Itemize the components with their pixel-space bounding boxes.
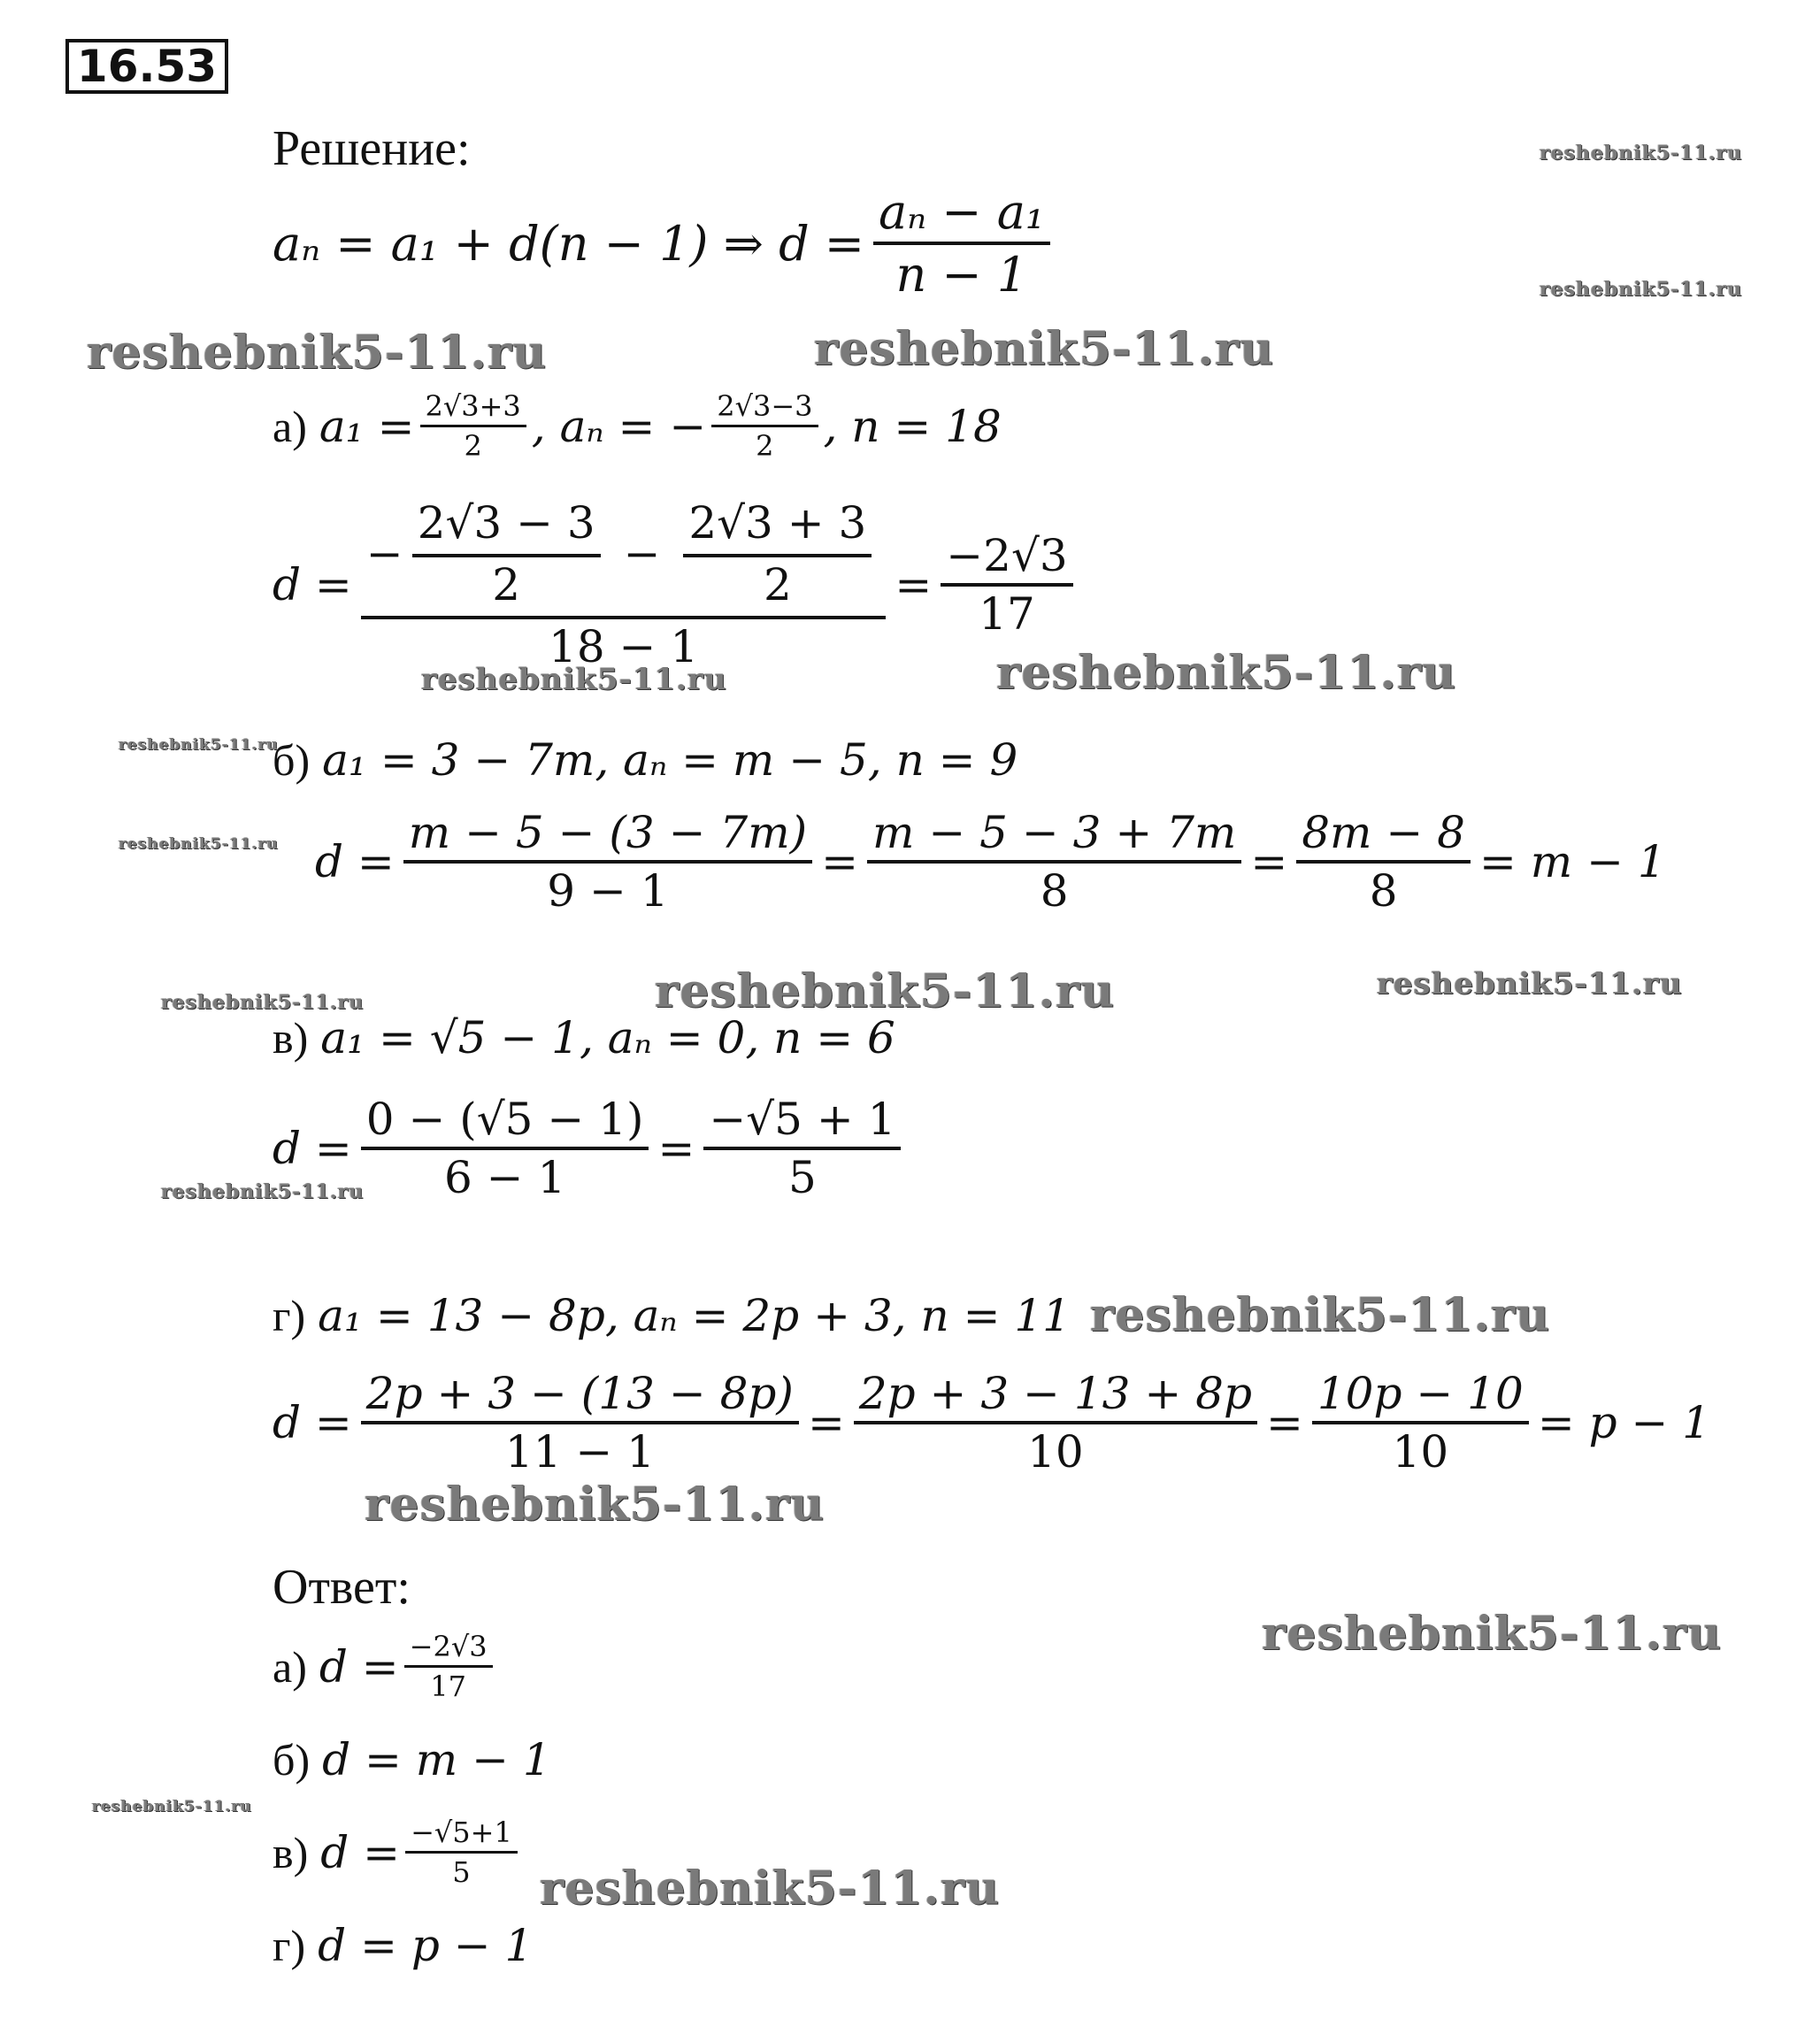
answer-c-den: 5 — [452, 1855, 471, 1889]
watermark: reshebnik5-11.ru — [365, 1478, 826, 1532]
part-b-result: = m − 1 — [1478, 836, 1666, 887]
part-a-cond-3: , n = 18 — [823, 400, 1002, 452]
part-a-big-denominator: 18 − 1 — [549, 621, 699, 672]
part-c-f1-num: 0 − (√5 − 1) — [361, 1094, 649, 1150]
formula-numerator: aₙ − a₁ — [873, 184, 1050, 245]
part-b-f1-den: 9 − 1 — [547, 865, 669, 917]
problem-number: 16.53 — [65, 39, 228, 94]
part-a-an-den: 2 — [756, 429, 774, 463]
part-a-t2-num: 2√3 + 3 — [683, 497, 872, 557]
part-b-f3-num: 8m − 8 — [1296, 807, 1471, 864]
answer-b — [273, 1734, 551, 1785]
part-a-big-fraction — [361, 497, 887, 672]
part-b-f2-num: m − 5 − 3 + 7m — [867, 807, 1241, 864]
part-a-a1-den: 2 — [464, 429, 482, 463]
part-a-t2-fraction — [683, 497, 872, 610]
part-a-result-fraction — [941, 530, 1072, 640]
part-b-f1-num: m − 5 − (3 − 7m) — [403, 807, 812, 864]
part-a-cond-2: , aₙ = − — [531, 400, 707, 452]
answer-c — [273, 1816, 523, 1889]
part-b-fraction-3 — [1296, 807, 1471, 917]
part-a-t1-fraction — [412, 497, 601, 610]
answer-c-lhs: d = — [320, 1826, 401, 1878]
answer-a-den: 17 — [430, 1670, 466, 1703]
answer-a — [273, 1630, 498, 1703]
part-d-f2-den: 10 — [1027, 1426, 1084, 1478]
part-b-fraction-1 — [403, 807, 812, 917]
part-b-computation — [315, 807, 1666, 917]
watermark: reshebnik5-11.ru — [119, 835, 279, 853]
formula-denominator: n − 1 — [895, 247, 1028, 303]
part-d-computation — [273, 1368, 1710, 1478]
part-b-cond: a₁ = 3 − 7m, aₙ = m − 5, n = 9 — [322, 734, 1018, 786]
watermark: reshebnik5-11.ru — [1377, 966, 1683, 1002]
part-c-label: в) — [273, 1013, 309, 1063]
part-c-d-lhs: d = — [273, 1123, 352, 1174]
watermark: reshebnik5-11.ru — [1540, 278, 1743, 301]
watermark: reshebnik5-11.ru — [161, 991, 365, 1014]
part-d-f1-num: 2p + 3 − (13 − 8p) — [361, 1368, 799, 1424]
part-a-a1-num: 2√3+3 — [420, 389, 526, 427]
answer-a-lhs: d = — [319, 1640, 399, 1693]
part-a-an-num: 2√3−3 — [711, 389, 818, 427]
part-d-f3-num: 10p − 10 — [1312, 1368, 1529, 1424]
watermark: reshebnik5-11.ru — [814, 322, 1275, 376]
part-b-label: б) — [273, 735, 311, 785]
part-a-t1-num: 2√3 − 3 — [412, 497, 601, 557]
part-c-equals: = — [657, 1123, 695, 1174]
part-b-fraction-2 — [867, 807, 1241, 917]
part-b-equals-2: = — [1250, 836, 1288, 887]
part-b-d-lhs: d = — [315, 836, 395, 887]
watermark: reshebnik5-11.ru — [1540, 142, 1743, 165]
part-d-fraction-2 — [854, 1368, 1257, 1478]
watermark: reshebnik5-11.ru — [1090, 1288, 1551, 1342]
answer-heading: Ответ: — [273, 1560, 411, 1615]
answer-c-label: в) — [273, 1827, 309, 1877]
part-d-d-lhs: d = — [273, 1397, 352, 1448]
part-a-an-fraction — [711, 389, 818, 463]
part-c-condition — [273, 1012, 895, 1063]
part-d-label: г) — [273, 1291, 306, 1340]
part-a-d-lhs: d = — [273, 559, 352, 610]
part-b-f3-den: 8 — [1369, 865, 1398, 917]
part-a-a1-fraction — [420, 389, 526, 463]
part-a-equals: = — [895, 559, 933, 610]
part-d-fraction-1 — [361, 1368, 799, 1478]
solution-heading: Решение: — [273, 121, 471, 176]
part-c-f2-den: 5 — [788, 1152, 817, 1203]
part-c-cond: a₁ = √5 − 1, aₙ = 0, n = 6 — [320, 1012, 895, 1063]
part-a-t1-den: 2 — [492, 559, 521, 610]
part-a-t1-sign: − — [365, 528, 403, 580]
part-a-t2-sign: − — [609, 528, 675, 580]
part-a-cond-1: a₁ = — [319, 400, 415, 452]
watermark: reshebnik5-11.ru — [1262, 1607, 1723, 1661]
part-c-fraction-2 — [703, 1094, 901, 1203]
part-c-computation — [273, 1094, 910, 1203]
watermark: reshebnik5-11.ru — [161, 1180, 365, 1203]
part-b-condition — [273, 734, 1018, 786]
answer-d — [273, 1920, 533, 1971]
part-c-fraction-1 — [361, 1094, 649, 1203]
formula-lhs: aₙ = a₁ + d(n − 1) ⇒ d = — [273, 215, 865, 272]
part-a-label: а) — [273, 401, 307, 451]
part-a-result-num: −2√3 — [941, 530, 1072, 587]
part-d-condition — [273, 1290, 1071, 1341]
part-d-f2-num: 2p + 3 − 13 + 8p — [854, 1368, 1257, 1424]
part-c-f1-den: 6 − 1 — [443, 1152, 566, 1203]
part-c-f2-num: −√5 + 1 — [703, 1094, 901, 1150]
watermark: reshebnik5-11.ru — [92, 1798, 252, 1816]
watermark: reshebnik5-11.ru — [87, 326, 548, 380]
answer-d-text: d = p − 1 — [318, 1920, 534, 1971]
answer-a-label: а) — [273, 1641, 307, 1692]
part-b-f2-den: 8 — [1040, 865, 1069, 917]
formula-fraction — [873, 184, 1050, 303]
general-formula — [273, 184, 1059, 303]
watermark: reshebnik5-11.ru — [421, 662, 727, 697]
part-a-t2-den: 2 — [763, 559, 792, 610]
answer-b-label: б) — [273, 1735, 311, 1785]
watermark: reshebnik5-11.ru — [119, 736, 279, 754]
answer-b-text: d = m − 1 — [322, 1734, 551, 1785]
part-d-fraction-3 — [1312, 1368, 1529, 1478]
watermark: reshebnik5-11.ru — [996, 646, 1457, 700]
part-a-condition — [273, 389, 1002, 463]
answer-a-num: −2√3 — [404, 1630, 493, 1668]
part-d-equals-2: = — [1265, 1397, 1303, 1448]
part-d-equals-1: = — [807, 1397, 845, 1448]
answer-a-fraction — [404, 1630, 493, 1703]
part-d-result: = p − 1 — [1537, 1397, 1711, 1448]
part-d-f3-den: 10 — [1392, 1426, 1449, 1478]
part-d-cond: a₁ = 13 − 8p, aₙ = 2p + 3, n = 11 — [318, 1290, 1071, 1341]
part-b-equals-1: = — [821, 836, 859, 887]
answer-c-fraction — [405, 1816, 518, 1889]
answer-d-label: г) — [273, 1921, 306, 1970]
part-a-big-numerator — [361, 497, 887, 619]
watermark: reshebnik5-11.ru — [540, 1862, 1001, 1915]
answer-c-num: −√5+1 — [405, 1816, 518, 1854]
part-a-computation — [273, 497, 1082, 672]
part-d-f1-den: 11 − 1 — [504, 1426, 655, 1478]
watermark: reshebnik5-11.ru — [655, 964, 1116, 1018]
part-a-result-den: 17 — [979, 588, 1035, 640]
